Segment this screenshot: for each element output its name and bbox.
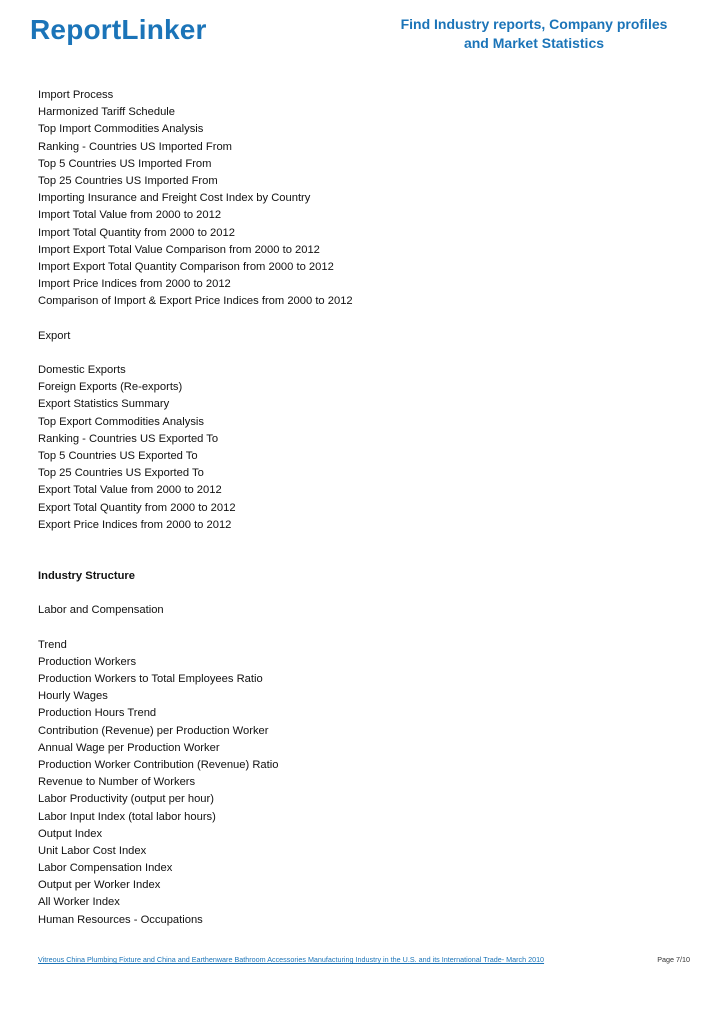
- spacer: [38, 310, 698, 327]
- import-list-item: Import Export Total Value Comparison from 2000 to 2012: [38, 243, 320, 256]
- labor-list-item: Labor Productivity (output per hour): [38, 793, 214, 806]
- spacer: [38, 534, 698, 568]
- import-list-item: Ranking - Countries US Imported From: [38, 140, 232, 153]
- export-list-item: Export Statistics Summary: [38, 398, 170, 411]
- spacer: [38, 585, 698, 602]
- labor-list-item: Unit Labor Cost Index: [38, 844, 147, 857]
- labor-list-item: Trend: [38, 638, 67, 651]
- spacer: [38, 619, 698, 636]
- export-list-item: Export Total Value from 2000 to 2012: [38, 484, 222, 497]
- document-content: [38, 87, 698, 929]
- export-list: [38, 362, 698, 534]
- labor-list-item: Labor Compensation Index: [38, 862, 173, 875]
- import-list-item: Top 5 Countries US Imported From: [38, 157, 212, 170]
- import-list-item: Top 25 Countries US Imported From: [38, 174, 218, 187]
- header-tagline-line2: and Market Statistics: [463, 35, 605, 51]
- header-tagline: [384, 15, 684, 53]
- import-list-item: Comparison of Import & Export Price Indices from 2000 to 2012: [38, 295, 353, 308]
- labor-list-item: All Worker Index: [38, 896, 120, 909]
- export-list-item: Export Price Indices from 2000 to 2012: [38, 518, 232, 531]
- industry-structure-heading: Industry Structure: [38, 569, 135, 582]
- spacer: [38, 345, 698, 362]
- import-list-item: Top Import Commodities Analysis: [38, 123, 204, 136]
- import-list-item: Importing Insurance and Freight Cost Index by Country: [38, 192, 311, 205]
- import-list-item: Import Process: [38, 89, 114, 101]
- export-list-item: Foreign Exports (Re-exports): [38, 381, 183, 394]
- labor-list-item: Production Hours Trend: [38, 707, 157, 720]
- header-tagline-line1: Find Industry reports, Company profiles: [400, 16, 668, 32]
- export-list-item: Top 5 Countries US Exported To: [38, 449, 198, 462]
- export-list-item: Domestic Exports: [38, 364, 126, 376]
- labor-list-item: Human Resources - Occupations: [38, 913, 203, 926]
- labor-list-item: Production Workers to Total Employees Ratio: [38, 673, 263, 685]
- import-list-item: Import Total Value from 2000 to 2012: [38, 209, 222, 222]
- import-list-item: Harmonized Tariff Schedule: [38, 106, 176, 119]
- export-list-item: Top 25 Countries US Exported To: [38, 467, 204, 480]
- import-list-item: Import Price Indices from 2000 to 2012: [38, 278, 231, 291]
- labor-list-item: Output Index: [38, 827, 103, 840]
- labor-list-item: Annual Wage per Production Worker: [38, 741, 220, 754]
- labor-list-item: Labor Input Index (total labor hours): [38, 810, 216, 823]
- labor-list-item: Production Worker Contribution (Revenue) Ratio: [38, 758, 279, 771]
- labor-list-item: Revenue to Number of Workers: [38, 776, 196, 789]
- labor-list-item: Production Workers: [38, 655, 137, 668]
- export-list-item: Top Export Commodities Analysis: [38, 415, 205, 428]
- export-list-item: Ranking - Countries US Exported To: [38, 432, 219, 445]
- export-list-item: Export Total Quantity from 2000 to 2012: [38, 501, 236, 514]
- import-list: [38, 87, 698, 310]
- labor-list-item: Output per Worker Index: [38, 879, 161, 892]
- footer-page-number: Page 7/10: [657, 955, 690, 964]
- import-list-item: Import Export Total Quantity Comparison from 2000 to 2012: [38, 260, 334, 273]
- labor-list: [38, 637, 698, 929]
- labor-compensation-label: Labor and Compensation: [38, 604, 164, 617]
- footer-report-link[interactable]: Vitreous China Plumbing Fixture and China and Earthenware Bathroom Accessories Manufacturing Industry in the U.S. and its International Trade- March 2010: [38, 955, 545, 964]
- export-label: Export: [38, 329, 71, 342]
- labor-list-item: Contribution (Revenue) per Production Worker: [38, 724, 269, 737]
- labor-list-item: Hourly Wages: [38, 690, 108, 703]
- header-logo[interactable]: ReportLinker: [30, 14, 207, 45]
- page-footer: [38, 953, 690, 967]
- import-list-item: Import Total Quantity from 2000 to 2012: [38, 226, 235, 239]
